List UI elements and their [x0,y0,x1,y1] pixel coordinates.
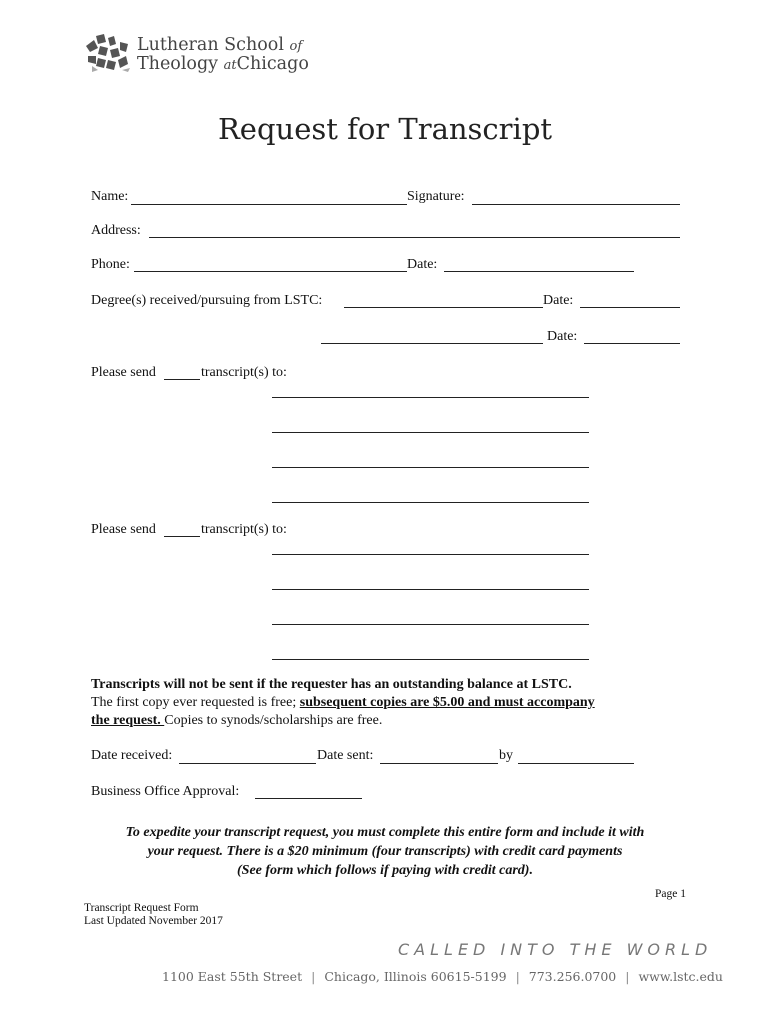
expedite-note-line-1: To expedite your transcript request, you must complete this entire form and include it with [125,825,645,840]
degree-date-label-2: Date: [547,329,578,344]
degree-field-2[interactable] [321,343,543,344]
by-field[interactable] [518,763,634,764]
recipient-2-line-4[interactable] [272,659,589,660]
logo-text-line2: Theology atChicago [137,54,309,74]
degree-date-label: Date: [543,293,574,308]
footer-street: 1100 East 55th Street [162,969,303,984]
name-field[interactable] [131,204,407,205]
fee-policy-line-1: The first copy ever requested is free; subsequent copies are $5.00 and must accompany [91,695,595,710]
footer-phone: 773.256.0700 [528,969,617,984]
recipient-1-line-3[interactable] [272,467,589,468]
page-number: Page 1 [655,888,686,900]
signature-field[interactable] [472,204,680,205]
recipient-2-line-3[interactable] [272,624,589,625]
fee-policy-line-2: the request. Copies to synods/scholarships are free. [91,713,383,728]
approval-field[interactable] [255,798,362,799]
address-field[interactable] [149,237,680,238]
send-count-field-1[interactable] [164,379,200,380]
approval-label: Business Office Approval: [91,784,240,799]
logo-text-line1: Lutheran School of [137,35,303,55]
footer-web-link[interactable]: www.lstc.edu [638,969,723,984]
last-updated: Last Updated November 2017 [84,915,223,927]
date-received-label: Date received: [91,748,173,763]
page-title: Request for Transcript [217,112,553,146]
send-label-2: Please send [91,522,156,537]
form-name: Transcript Request Form [84,902,199,914]
footer-address: 1100 East 55th Street | Chicago, Illinois 60615-5199 | 773.256.0700 | www.lstc.edu [162,969,723,984]
send-label-1b: transcript(s) to: [201,365,287,380]
phone-label: Phone: [91,257,130,272]
date-sent-field[interactable] [380,763,498,764]
address-label: Address: [91,223,141,238]
by-label: by [499,748,513,763]
expedite-note-line-3: (See form which follows if paying with credit card). [237,863,533,878]
signature-label: Signature: [407,189,465,204]
name-label: Name: [91,189,129,204]
recipient-1-line-2[interactable] [272,432,589,433]
phone-field[interactable] [134,271,407,272]
send-label-1: Please send [91,365,156,380]
recipient-1-line-4[interactable] [272,502,589,503]
date-field[interactable] [444,271,634,272]
footer-city: Chicago, Illinois 60615-5199 [324,969,507,984]
send-label-2b: transcript(s) to: [201,522,287,537]
degree-field[interactable] [344,307,543,308]
degree-label: Degree(s) received/pursuing from LSTC: [91,293,323,308]
degree-date-field[interactable] [580,307,680,308]
balance-policy: Transcripts will not be sent if the requester has an outstanding balance at LSTC. [91,677,572,692]
lstc-logo-mark-icon [84,32,132,74]
expedite-note-line-2: your request. There is a $20 minimum (four transcripts) with credit card payments [147,844,623,859]
recipient-2-line-2[interactable] [272,589,589,590]
date-sent-label: Date sent: [317,748,374,763]
tagline: CALLED INTO THE WORLD [398,940,713,959]
degree-date-field-2[interactable] [584,343,680,344]
send-count-field-2[interactable] [164,536,200,537]
date-label: Date: [407,257,438,272]
recipient-2-line-1[interactable] [272,554,589,555]
expedite-note [80,823,690,880]
recipient-1-line-1[interactable] [272,397,589,398]
date-received-field[interactable] [179,763,316,764]
